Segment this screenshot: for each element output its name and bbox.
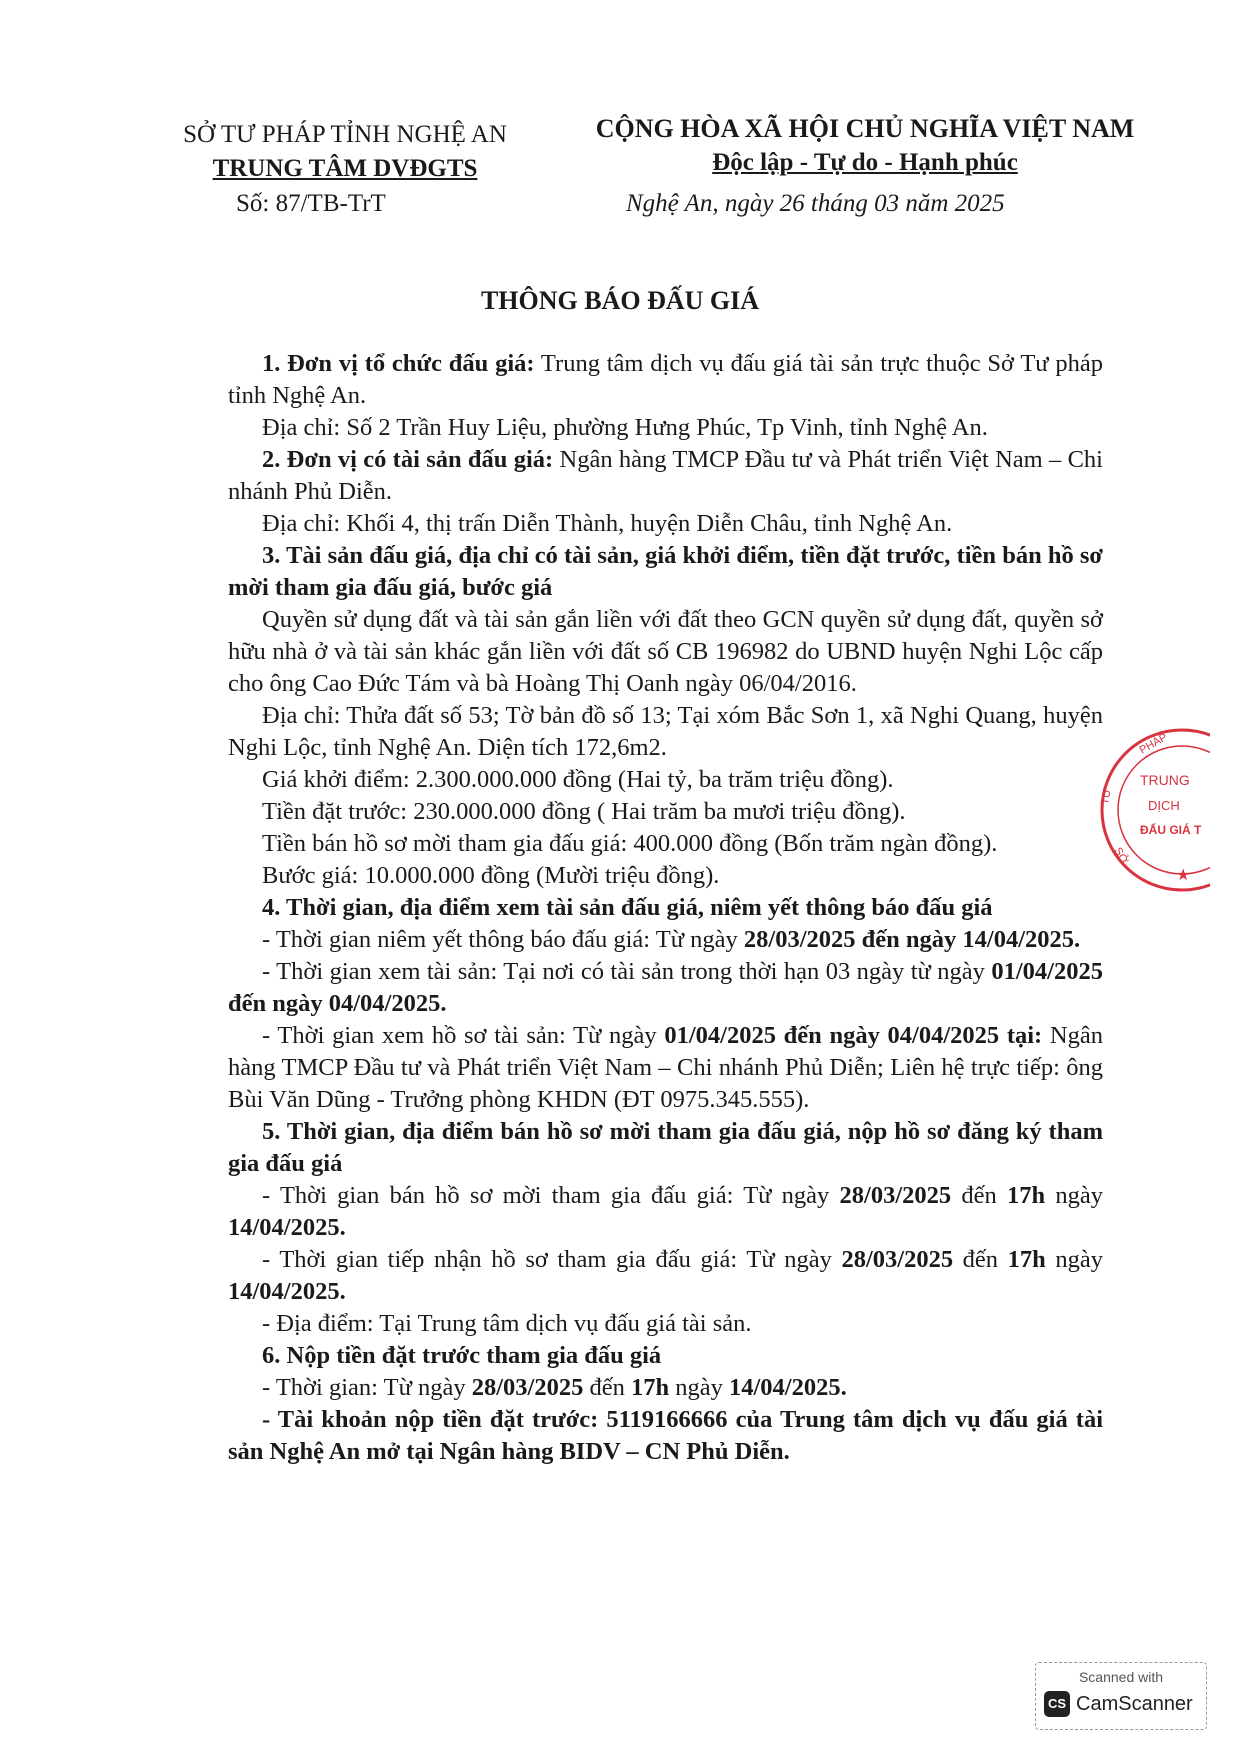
section-5-heading: 5. Thời gian, địa điểm bán hồ sơ mời tham gia đấu giá, nộp hồ sơ đăng ký tham gia đấu giá	[228, 1118, 1103, 1177]
item-time: 17h	[1007, 1182, 1046, 1209]
item-time: 17h	[1007, 1246, 1046, 1273]
item-text: - Thời gian: Từ ngày	[262, 1374, 472, 1401]
camscanner-watermark	[1035, 1662, 1207, 1730]
document-title: THÔNG BÁO ĐẤU GIÁ	[480, 286, 760, 315]
deposit-amount: Tiền đặt trước: 230.000.000 đồng ( Hai trăm ba mươi triệu đồng).	[262, 798, 906, 825]
item-text: ngày	[1045, 1246, 1104, 1273]
scanner-caption: Scanned with	[1078, 1669, 1164, 1685]
seal-side-text: SỞ	[1111, 845, 1131, 867]
section-1-text: Trung tâm dịch vụ đấu giá tài sản trực thuộc Sở Tư pháp tỉnh Nghệ An.	[228, 350, 1103, 409]
seal-side-text: TƯ	[1099, 787, 1114, 806]
section-3-address: Địa chỉ: Thửa đất số 53; Tờ bản đồ số 13; Tại xóm Bắc Sơn 1, xã Nghi Quang, huyện Nghi Lộc, tỉnh Nghệ An. Diện tích 172,6m2.	[228, 702, 1103, 761]
seal-arc-text: PHÁP	[1137, 731, 1170, 757]
item-date: 28/03/2025	[841, 1246, 954, 1273]
account-details: 5119166666 của Trung tâm dịch vụ đấu giá tài sản Nghệ An mở tại Ngân hàng BIDV – CN Phủ Diễn.	[228, 1406, 1103, 1465]
section-2-address: Địa chỉ: Khối 4, thị trấn Diễn Thành, huyện Diễn Châu, tỉnh Nghệ An.	[262, 510, 953, 537]
item-date: 14/04/2025.	[228, 1214, 346, 1241]
agency-header	[150, 118, 540, 186]
section-3-asset: Quyền sử dụng đất và tài sản gắn liền với đất theo GCN quyền sử dụng đất, quyền sở hữu nhà ở và tài sản khác gắn liền với đất số CB 196982 do UBND huyện Nghi Lộc cấp cho ông Cao Đức Tám và bà Hoàng Thị Oanh ngày 06/04/2016.	[228, 606, 1103, 697]
section-1	[228, 348, 1103, 412]
bid-step: Bước giá: 10.000.000 đồng (Mười triệu đồng).	[262, 862, 720, 889]
item-text: ngày	[1045, 1182, 1103, 1209]
item-dates: 28/03/2025 đến ngày 14/04/2025.	[743, 926, 1081, 953]
section-1-heading: 1. Đơn vị tổ chức đấu giá:	[262, 350, 535, 377]
scanner-brand: CamScanner	[1076, 1693, 1193, 1715]
start-price: Giá khởi điểm: 2.300.000.000 đồng (Hai tỷ, ba trăm triệu đồng).	[262, 766, 894, 793]
item-text: ngày	[669, 1374, 729, 1401]
item-date: 14/04/2025.	[729, 1374, 847, 1401]
section-2	[228, 444, 1103, 508]
camscanner-logo-icon: CS	[1044, 1691, 1070, 1717]
item-text: - Tài khoản nộp tiền đặt trước:	[262, 1406, 607, 1433]
section-2-text: Ngân hàng TMCP Đầu tư và Phát triển Việt Nam – Chi nhánh Phủ Diễn.	[228, 446, 1103, 505]
section-4-item-1	[228, 924, 1103, 956]
section-6-item-2	[228, 1404, 1103, 1468]
section-2-heading: 2. Đơn vị có tài sản đấu giá:	[262, 446, 554, 473]
section-6-heading: 6. Nộp tiền đặt trước tham gia đấu giá	[262, 1342, 662, 1369]
seal-text: DỊCH	[1148, 798, 1180, 813]
seal-star-icon: ★	[1176, 865, 1191, 884]
item-text: đến	[583, 1374, 631, 1401]
section-5-item-1	[228, 1180, 1103, 1244]
item-text: - Thời gian niêm yết thông báo đấu giá: Từ ngày	[262, 926, 744, 953]
item-text: - Thời gian xem hồ sơ tài sản: Từ ngày	[262, 1022, 665, 1049]
section-3-heading: 3. Tài sản đấu giá, địa chỉ có tài sản, giá khởi điểm, tiền đặt trước, tiền bán hồ sơ mời tham gia đấu giá, bước giá	[228, 542, 1103, 601]
seal-text: TRUNG	[1140, 772, 1190, 788]
ministry-name: SỞ TƯ PHÁP TỈNH NGHỆ AN	[183, 121, 507, 148]
center-name: TRUNG TÂM DVĐGTS	[212, 155, 478, 182]
dossier-fee: Tiền bán hồ sơ mời tham gia đấu giá: 400.000 đồng (Bốn trăm ngàn đồng).	[262, 830, 998, 857]
section-1-address: Địa chỉ: Số 2 Trần Huy Liệu, phường Hưng Phúc, Tp Vinh, tỉnh Nghệ An.	[262, 414, 988, 441]
section-4-heading: 4. Thời gian, địa điểm xem tài sản đấu giá, niêm yết thông báo đấu giá	[262, 894, 993, 921]
national-header	[570, 112, 1160, 180]
national-title: CỘNG HÒA XÃ HỘI CHỦ NGHĨA VIỆT NAM	[595, 114, 1135, 143]
item-text: - Thời gian xem tài sản: Tại nơi có tài sản trong thời hạn 03 ngày từ ngày	[262, 958, 992, 985]
item-date: 28/03/2025	[471, 1374, 584, 1401]
section-6-item-1	[228, 1372, 1103, 1404]
national-motto: Độc lập - Tự do - Hạnh phúc	[712, 149, 1018, 176]
document-body	[228, 348, 1103, 1468]
item-text: đến	[953, 1246, 1008, 1273]
item-dates: 01/04/2025 đến ngày 04/04/2025 tại:	[664, 1022, 1043, 1049]
item-contact: Ngân hàng TMCP Đầu tư và Phát triển Việt Nam – Chi nhánh Phủ Diễn; Liên hệ trực tiếp: ông Bùi Văn Dũng - Trưởng phòng KHDN (ĐT 0975.345.555).	[228, 1022, 1103, 1113]
place-date: Nghệ An, ngày 26 tháng 03 năm 2025	[626, 190, 1005, 217]
item-date: 28/03/2025	[839, 1182, 952, 1209]
section-5-item-3: - Địa điểm: Tại Trung tâm dịch vụ đấu giá tài sản.	[262, 1310, 752, 1337]
section-4-item-3	[228, 1020, 1103, 1116]
official-seal	[1090, 720, 1210, 900]
seal-text: ĐẤU GIÁ T	[1140, 823, 1202, 837]
item-dates: 01/04/2025 đến ngày 04/04/2025.	[228, 958, 1103, 1017]
item-text: đến	[951, 1182, 1007, 1209]
item-text: - Thời gian bán hồ sơ mời tham gia đấu giá: Từ ngày	[262, 1182, 840, 1209]
item-date: 14/04/2025.	[228, 1278, 346, 1305]
document-number: Số: 87/TB-TrT	[236, 190, 386, 217]
section-4-item-2	[228, 956, 1103, 1020]
item-text: - Thời gian tiếp nhận hồ sơ tham gia đấu giá: Từ ngày	[262, 1246, 842, 1273]
section-5-item-2	[228, 1244, 1103, 1308]
item-time: 17h	[630, 1374, 670, 1401]
